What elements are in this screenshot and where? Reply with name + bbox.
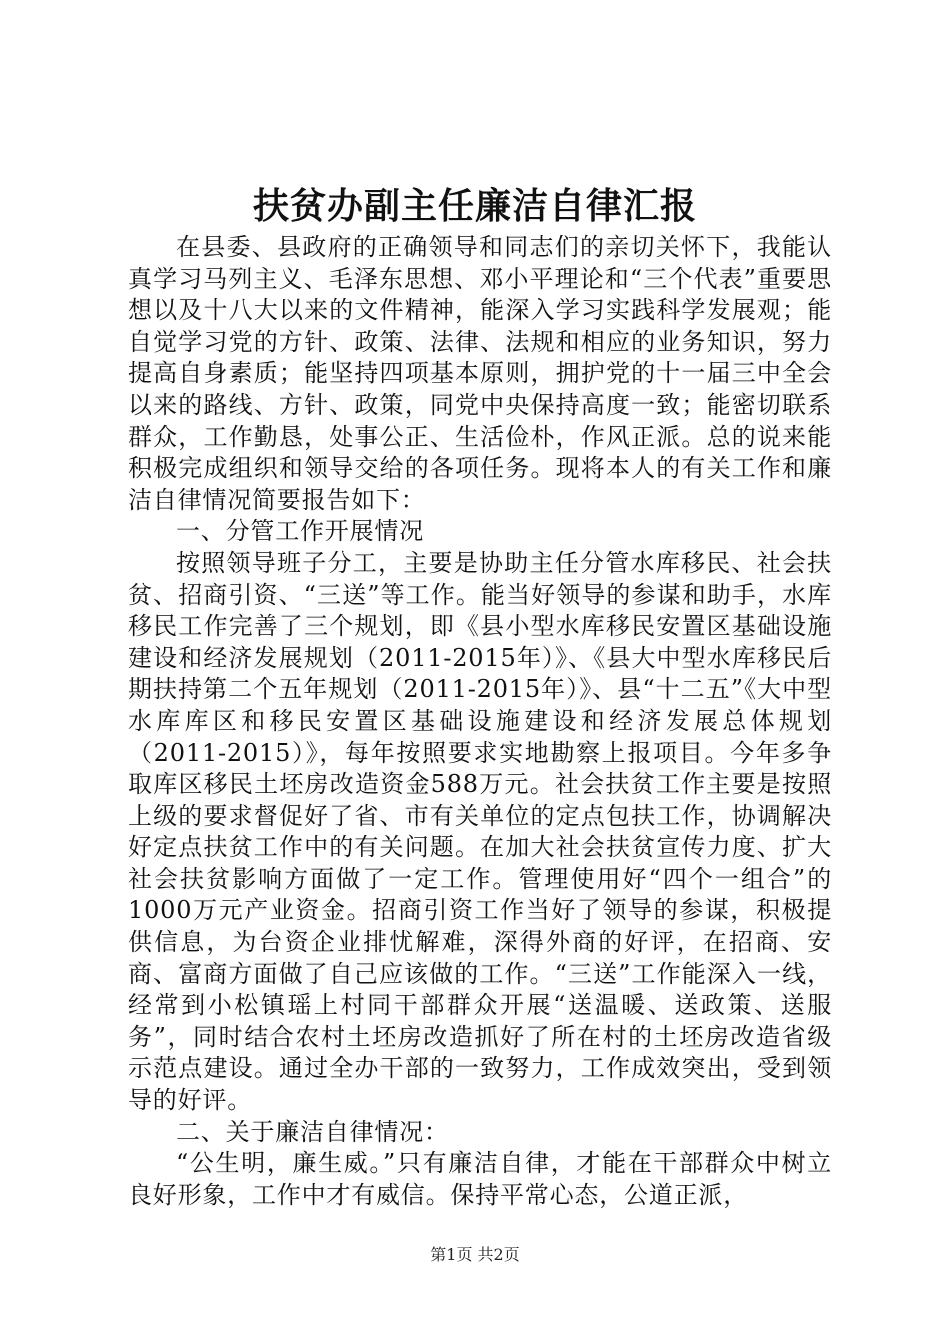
paragraph-work: 按照领导班子分工，主要是协助主任分管水库移民、社会扶贫、招商引资、“三送”等工作。能当好领导的参谋和助手，水库移民工作完善了三个规划，即《县小型水库移民安置区基础设施建设和经济发展规划（2011-2015年）》、《县大中型水库移民后期扶持第二个五年规划（2011-2015年）》、县“十二五”《大中型水库库区和移民安置区基础设施建设和经济发展总体规划（2011-2015）》，每年按照要求实地勘察上报项目。今年多争取库区移民土坯房改造资金588万元。社会扶贫工作主要是按照上级的要求督促好了省、市有关单位的定点包扶工作，协调解决好定点扶贫工作中的有关问题。在加大社会扶贫宣传力度、扩大社会扶贫影响方面做了一定工作。管理使用好“四个一组合”的1000万元产业资金。招商引资工作当好了领导的参谋，积极提供信息，为台资企业排忧解难，深得外商的好评，在招商、安商、富商方面做了自己应该做的工作。“三送”工作能深入一线，经常到小松镇瑶上村同干部群众开展“送温暖、送政策、送服务”，同时结合农村土坯房改造抓好了所在村的土坯房改造省级示范点建设。通过全办干部的一致努力，工作成效突出，受到领导的好评。 xyxy=(128,548,832,1115)
section-heading-1: 一、分管工作开展情况 xyxy=(176,517,424,546)
paragraph-integrity: “公生明，廉生威。”只有廉洁自律，才能在干部群众中树立良好形象，工作中才有威信。保持平常心态，公道正派， xyxy=(128,1149,832,1209)
page-footer: 第1页 共2页 xyxy=(430,1245,520,1264)
paragraph-intro: 在县委、县政府的正确领导和同志们的亲切关怀下，我能认真学习马列主义、毛泽东思想、邓小平理论和“三个代表”重要思想以及十八大以来的文件精神，能深入学习实践科学发展观；能自觉学习党的方针、政策、法律、法规和相应的业务知识，努力提高自身素质；能坚持四项基本原则，拥护党的十一届三中全会以来的路线、方针、政策，同党中央保持高度一致；能密切联系群众，工作勤恳，处事公正、生活俭朴，作风正派。总的说来能积极完成组织和领导交给的各项任务。现将本人的有关工作和廉洁自律情况简要报告如下： xyxy=(128,233,832,514)
document-body xyxy=(128,232,832,1211)
section-heading-2: 二、关于廉洁自律情况： xyxy=(176,1117,449,1146)
document-title: 扶贫办副主任廉洁自律汇报 xyxy=(252,185,697,227)
